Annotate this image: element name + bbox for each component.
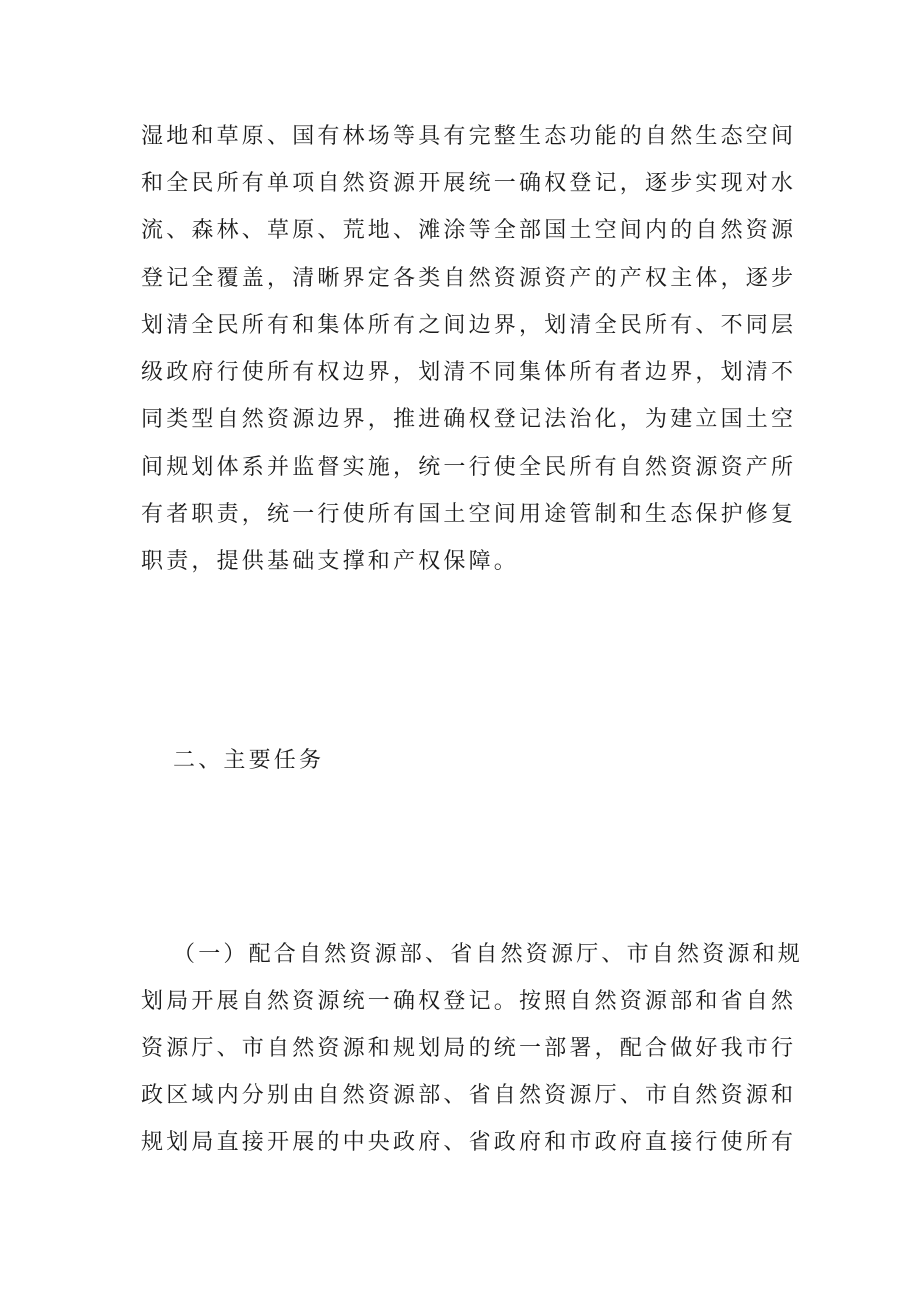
paragraph-1-line-6: 级政府行使所有权边界，划清不同集体所有者边界，划清不	[141, 360, 797, 385]
paragraph-2-line-3: 资源厅、市自然资源和规划局的统一部署，配合做好我市行	[141, 1036, 797, 1061]
paragraph-1-line-3: 流、森林、草原、荒地、滩涂等全部国土空间内的自然资源	[141, 218, 797, 243]
paragraph-2-line-5: 规划局直接开展的中央政府、省政府和市政府直接行使所有	[141, 1130, 797, 1155]
paragraph-2-line-4: 政区域内分别由自然资源部、省自然资源厅、市自然资源和	[141, 1083, 797, 1108]
paragraph-1-line-2: 和全民所有单项自然资源开展统一确权登记，逐步实现对水	[141, 171, 797, 196]
paragraph-1-line-4: 登记全覆盖，清晰界定各类自然资源资产的产权主体，逐步	[141, 266, 797, 291]
paragraph-1-line-5: 划清全民所有和集体所有之间边界，划清全民所有、不同层	[141, 313, 797, 338]
paragraph-1-line-8: 间规划体系并监督实施，统一行使全民所有自然资源资产所	[141, 455, 797, 480]
paragraph-1-line-7: 同类型自然资源边界，推进确权登记法治化，为建立国土空	[141, 407, 797, 432]
paragraph-1-line-10: 职责，提供基础支撑和产权保障。	[141, 549, 520, 574]
paragraph-2-line-1: （一）配合自然资源部、省自然资源厅、市自然资源和规	[173, 942, 804, 967]
section-heading: 二、主要任务	[173, 748, 325, 773]
paragraph-2-line-2: 划局开展自然资源统一确权登记。按照自然资源部和省自然	[141, 989, 797, 1014]
paragraph-1-line-9: 有者职责，统一行使所有国土空间用途管制和生态保护修复	[141, 502, 797, 527]
paragraph-1-line-1: 湿地和草原、国有林场等具有完整生态功能的自然生态空间	[141, 124, 797, 149]
